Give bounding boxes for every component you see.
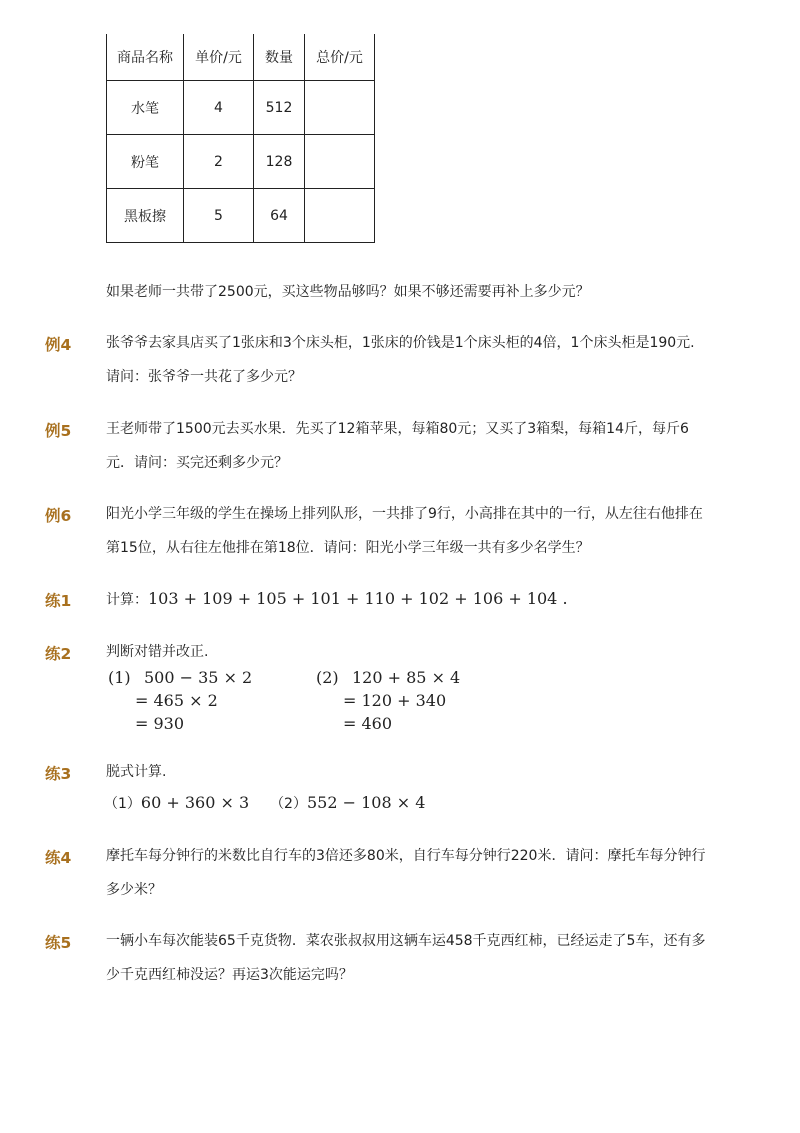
table-cell: 2 bbox=[184, 135, 254, 189]
table-question: 如果老师一共带了2500元，买这些物品够吗？如果不够还需要再补上多少元？ bbox=[106, 284, 590, 300]
price-table bbox=[106, 34, 375, 243]
practice-4-text bbox=[106, 839, 726, 907]
table-cell: 64 bbox=[254, 189, 305, 243]
practice-3-number-2: （2） bbox=[270, 796, 307, 812]
practice-5-line-1: 一辆小车每次能装65千克货物．菜农张叔叔用这辆车运458千克西红柿，已经运走了5车，还有多 bbox=[106, 933, 706, 949]
practice-2-title: 判断对错并改正. bbox=[106, 644, 209, 660]
practice-2-part-2-line-3: = 460 bbox=[343, 714, 393, 733]
example-5-text bbox=[106, 412, 726, 480]
table-cell: 水笔 bbox=[107, 81, 184, 135]
table-cell: 128 bbox=[254, 135, 305, 189]
table-header-cell: 单价/元 bbox=[184, 34, 254, 81]
practice-2-part-1-number: (1) bbox=[108, 668, 131, 687]
table-cell: 粉笔 bbox=[107, 135, 184, 189]
table-row bbox=[107, 81, 375, 135]
table-cell: 5 bbox=[184, 189, 254, 243]
table-header-cell: 商品名称 bbox=[107, 34, 184, 81]
table-header-cell: 总价/元 bbox=[305, 34, 375, 81]
practice-2-label: 练2 bbox=[45, 645, 72, 663]
practice-4-line-1: 摩托车每分钟行的米数比自行车的3倍还多80米，自行车每分钟行220米．请问：摩托车每分钟行 bbox=[106, 848, 706, 864]
practice-3-expression-1: 60 + 360 × 3 bbox=[140, 793, 250, 812]
example-4-line-2: 请问：张爷爷一共花了多少元？ bbox=[106, 369, 302, 385]
table-cell: 黑板擦 bbox=[107, 189, 184, 243]
example-6-label: 例6 bbox=[45, 507, 72, 525]
table-header-row bbox=[107, 34, 375, 81]
table-cell: 512 bbox=[254, 81, 305, 135]
example-4-label: 例4 bbox=[45, 336, 72, 354]
practice-5-label: 练5 bbox=[45, 934, 72, 952]
table-cell bbox=[305, 81, 375, 135]
practice-2-part-1-line-3: = 930 bbox=[135, 714, 185, 733]
example-5-line-1: 王老师带了1500元去买水果．先买了12箱苹果，每箱80元；又买了3箱梨，每箱14斤，每斤6 bbox=[106, 421, 689, 437]
table-cell bbox=[305, 135, 375, 189]
practice-4-line-2: 多少米？ bbox=[106, 882, 162, 898]
practice-2-part-2-line-2: = 120 + 340 bbox=[343, 691, 447, 710]
example-6-line-1: 阳光小学三年级的学生在操场上排列队形，一共排了9行，小高排在其中的一行，从左往右他排在 bbox=[106, 506, 703, 522]
practice-5-text bbox=[106, 924, 726, 992]
practice-3-title: 脱式计算. bbox=[106, 764, 167, 780]
table-cell bbox=[305, 189, 375, 243]
practice-2-part-1-line-1: 500 − 35 × 2 bbox=[144, 668, 253, 687]
practice-4-label: 练4 bbox=[45, 849, 72, 867]
practice-2-part-2-number: (2) bbox=[316, 668, 339, 687]
table-cell: 4 bbox=[184, 81, 254, 135]
example-6-text bbox=[106, 497, 726, 565]
example-5-line-2: 元．请问：买完还剩多少元？ bbox=[106, 455, 288, 471]
example-5-label: 例5 bbox=[45, 422, 72, 440]
practice-3-label: 练3 bbox=[45, 765, 72, 783]
example-4-line-1: 张爷爷去家具店买了1张床和3个床头柜，1张床的价钱是1个床头柜的4倍，1个床头柜是190元. bbox=[106, 335, 695, 351]
table-row bbox=[107, 189, 375, 243]
table-header-cell: 数量 bbox=[254, 34, 305, 81]
practice-5-line-2: 少千克西红柿没运？再运3次能运完吗？ bbox=[106, 967, 353, 983]
practice-2-part-1-line-2: = 465 × 2 bbox=[135, 691, 218, 710]
practice-1-prefix: 计算： bbox=[106, 592, 148, 608]
example-6-line-2: 第15位，从右往左他排在第18位．请问：阳光小学三年级一共有多少名学生？ bbox=[106, 540, 590, 556]
practice-1-text bbox=[106, 582, 726, 617]
practice-3-items bbox=[104, 793, 425, 813]
practice-1-expression: 103 + 109 + 105 + 101 + 110 + 102 + 106 + 104 . bbox=[148, 589, 568, 608]
practice-1-label: 练1 bbox=[45, 592, 72, 610]
practice-3-number-1: （1） bbox=[104, 796, 141, 812]
practice-3-expression-2: 552 − 108 × 4 bbox=[306, 793, 426, 812]
practice-2-part-2-line-1: 120 + 85 × 4 bbox=[352, 668, 461, 687]
table-row bbox=[107, 135, 375, 189]
example-4-text bbox=[106, 326, 726, 394]
